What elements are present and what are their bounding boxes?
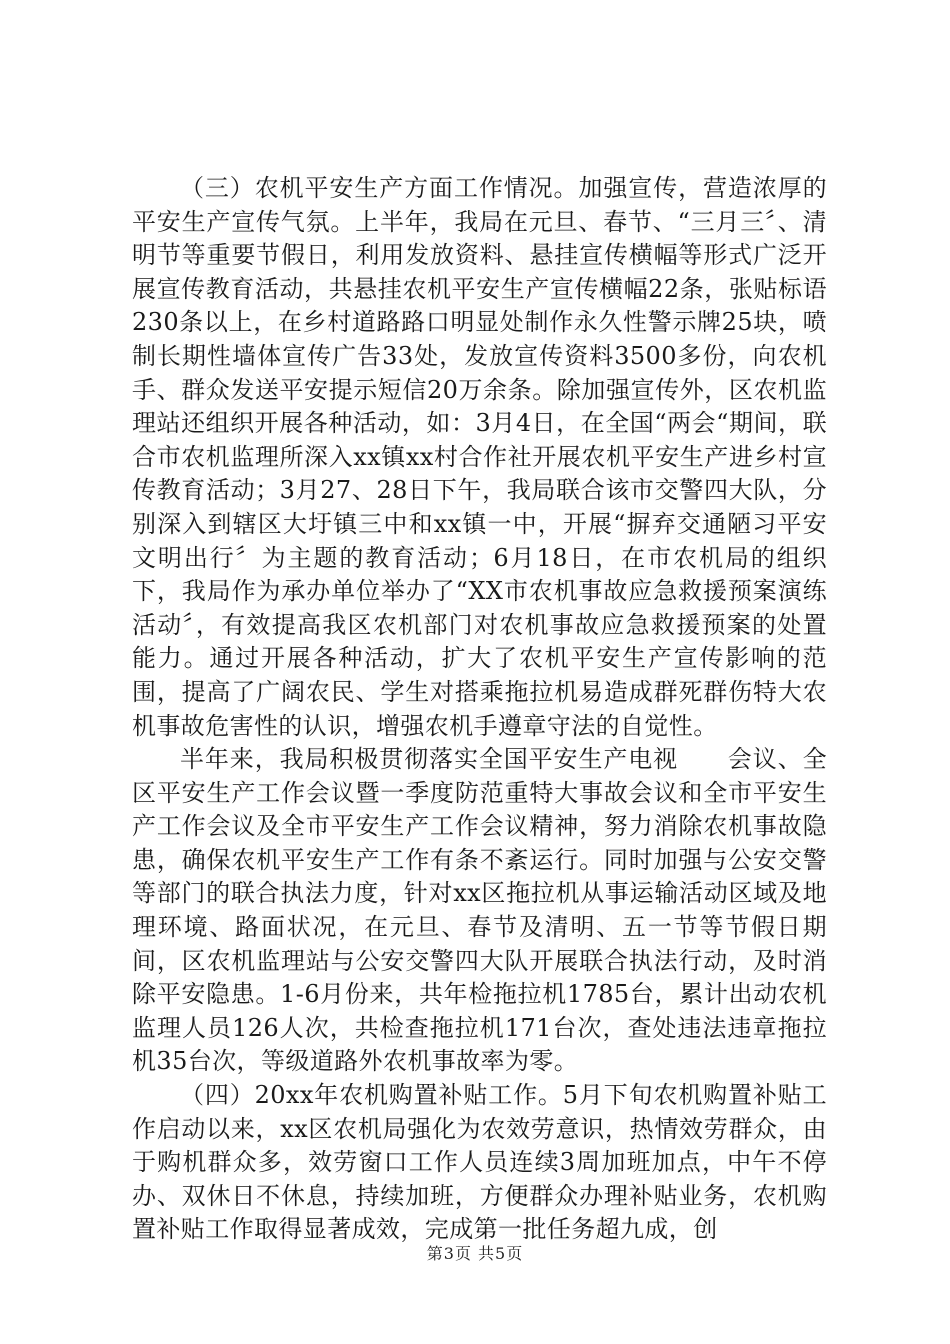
paragraph-purchase-subsidy: （四）20xx年农机购置补贴工作。5月下旬农机购置补贴工作启动以来，xx区农机局强化为农效劳意识，热情效劳群众，由于购机群众多，效劳窗口工作人员连续3周加班加点，中午不停办、双休日不休息，持续加班，方便群众办理补贴业务，农机购置补贴工作取得显著成效，完成第一批任务超九成，创 — [132, 1081, 827, 1244]
page-number-footer: 第3页 共5页 — [426, 1244, 524, 1263]
document-body — [132, 172, 827, 1247]
paragraph-safety-enforcement: 半年来，我局积极贯彻落实全国平安生产电视 会议、全区平安生产工作会议暨一季度防范重特大事故会议和全市平安生产工作会议及全市平安生产工作会议精神，努力消除农机事故隐患，确保农机平安生产工作有条不紊运行。同时加强与公安交警等部门的联合执法力度，针对xx区拖拉机从事运输活动区域及地理环境、路面状况，在元旦、春节及清明、五一节等节假日期间，区农机监理站与公安交警四大队开展联合执法行动，及时消除平安隐患。1-6月份来，共年检拖拉机1785台，累计出动农机监理人员126人次，共检查拖拉机171台次，查处违法违章拖拉机35台次，等级道路外农机事故率为零。 — [132, 745, 827, 1076]
paragraph-farm-machinery-safety-publicity: （三）农机平安生产方面工作情况。加强宣传，营造浓厚的平安生产宣传气氛。上半年，我局在元旦、春节、“三月三〞、清明节等重要节假日，利用发放资料、悬挂宣传横幅等形式广泛开展宣传教育活动，共悬挂农机平安生产宣传横幅22条，张贴标语230条以上，在乡村道路路口明显处制作永久性警示牌25块，喷制长期性墙体宣传广告33处，发放宣传资料3500多份，向农机手、群众发送平安提示短信20万余条。除加强宣传外，区农机监理站还组织开展各种活动，如：3月4日，在全国“两会“期间，联合市农机监理所深入xx镇xx村合作社开展农机平安生产进乡村宣传教育活动；3月27、28日下午，我局联合该市交警四大队，分别深入到辖区大圩镇三中和xx镇一中，开展“摒弃交通陋习平安文明出行〞为主题的教育活动；6月18日，在市农机局的组织下，我局作为承办单位举办了“XX市农机事故应急救援预案演练活动〞，有效提高我区农机部门对农机事故应急救援预案的处置能力。通过开展各种活动，扩大了农机平安生产宣传影响的范围，提高了广阔农民、学生对搭乘拖拉机易造成群死群伤特大农机事故危害性的认识，增强农机手遵章守法的自觉性。 — [132, 174, 827, 740]
